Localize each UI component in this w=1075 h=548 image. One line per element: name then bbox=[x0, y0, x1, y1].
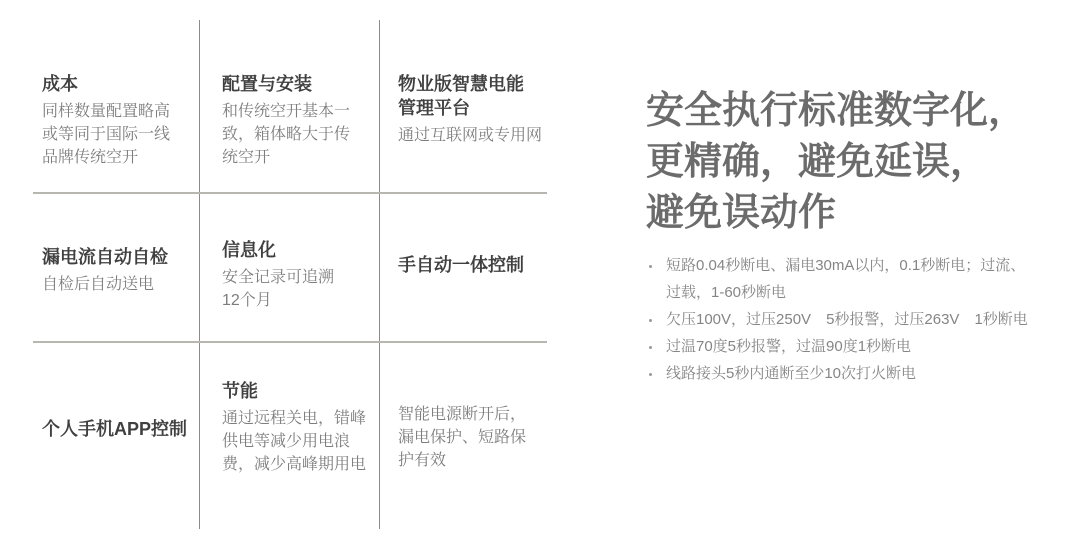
feature-title: 漏电流自动自检 bbox=[42, 247, 168, 267]
section-heading: 安全执行标准数字化， 更精确，避免延误， 避免误动作 bbox=[646, 90, 1027, 234]
feature-cell-phone-app-control bbox=[42, 417, 227, 445]
feature-body: 通过互联网或专用网 bbox=[398, 127, 543, 144]
spec-bullet-item bbox=[646, 333, 1074, 360]
feature-body: 通过远程关电，错峰 供电等减少用电浪 费，减少高峰期用电 bbox=[222, 410, 367, 473]
grid-divider-horizontal-2 bbox=[33, 341, 547, 343]
feature-cell-property-platform bbox=[398, 72, 563, 147]
feature-title: 手自动一体控制 bbox=[398, 255, 524, 275]
feature-title: 物业版智慧电能 管理平台 bbox=[398, 74, 524, 118]
bullet-dot-icon bbox=[649, 373, 652, 376]
feature-title: 配置与安装 bbox=[222, 74, 312, 94]
feature-title: 信息化 bbox=[222, 240, 276, 260]
feature-cell-leakage-self-check bbox=[42, 245, 212, 296]
bullet-dot-icon bbox=[649, 265, 652, 268]
grid-divider-horizontal-1 bbox=[33, 192, 547, 194]
feature-title: 节能 bbox=[222, 381, 258, 401]
spec-bullet-list bbox=[646, 252, 1074, 387]
feature-title: 成本 bbox=[42, 74, 78, 94]
bullet-dot-icon bbox=[649, 346, 652, 349]
spec-bullet-text: 欠压100V，过压250V 5秒报警，过压263V 1秒断电 bbox=[666, 311, 1028, 328]
feature-cell-smart-power-off bbox=[398, 399, 553, 472]
feature-body: 安全记录可追溯 12个月 bbox=[222, 269, 335, 309]
feature-body: 和传统空开基本一 致，箱体略大于传 统空开 bbox=[222, 103, 351, 166]
feature-body: 智能电源断开后， 漏电保护、短路保 护有效 bbox=[398, 406, 527, 469]
bullet-dot-icon bbox=[649, 319, 652, 322]
feature-cell-energy-saving bbox=[222, 379, 382, 476]
feature-body: 自检后自动送电 bbox=[42, 276, 155, 293]
feature-body: 同样数量配置略高 或等同于国际一线 品牌传统空开 bbox=[42, 103, 171, 166]
spec-bullet-item bbox=[646, 306, 1074, 333]
spec-bullet-text: 线路接头5秒内通断至少10次打火断电 bbox=[666, 365, 917, 382]
feature-cell-manual-auto-control bbox=[398, 253, 568, 281]
feature-title: 个人手机APP控制 bbox=[42, 419, 188, 439]
spec-bullet-text: 过温70度5秒报警，过温90度1秒断电 bbox=[666, 338, 912, 355]
spec-bullet-item bbox=[646, 360, 1074, 387]
spec-bullet-text: 短路0.04秒断电、漏电30mA以内，0.1秒断电；过流、 过载，1-60秒断电 bbox=[666, 257, 1026, 301]
feature-cell-config-install bbox=[222, 72, 377, 169]
feature-cell-cost bbox=[42, 72, 207, 169]
spec-bullet-item bbox=[646, 252, 1074, 306]
feature-cell-informatization bbox=[222, 238, 377, 312]
